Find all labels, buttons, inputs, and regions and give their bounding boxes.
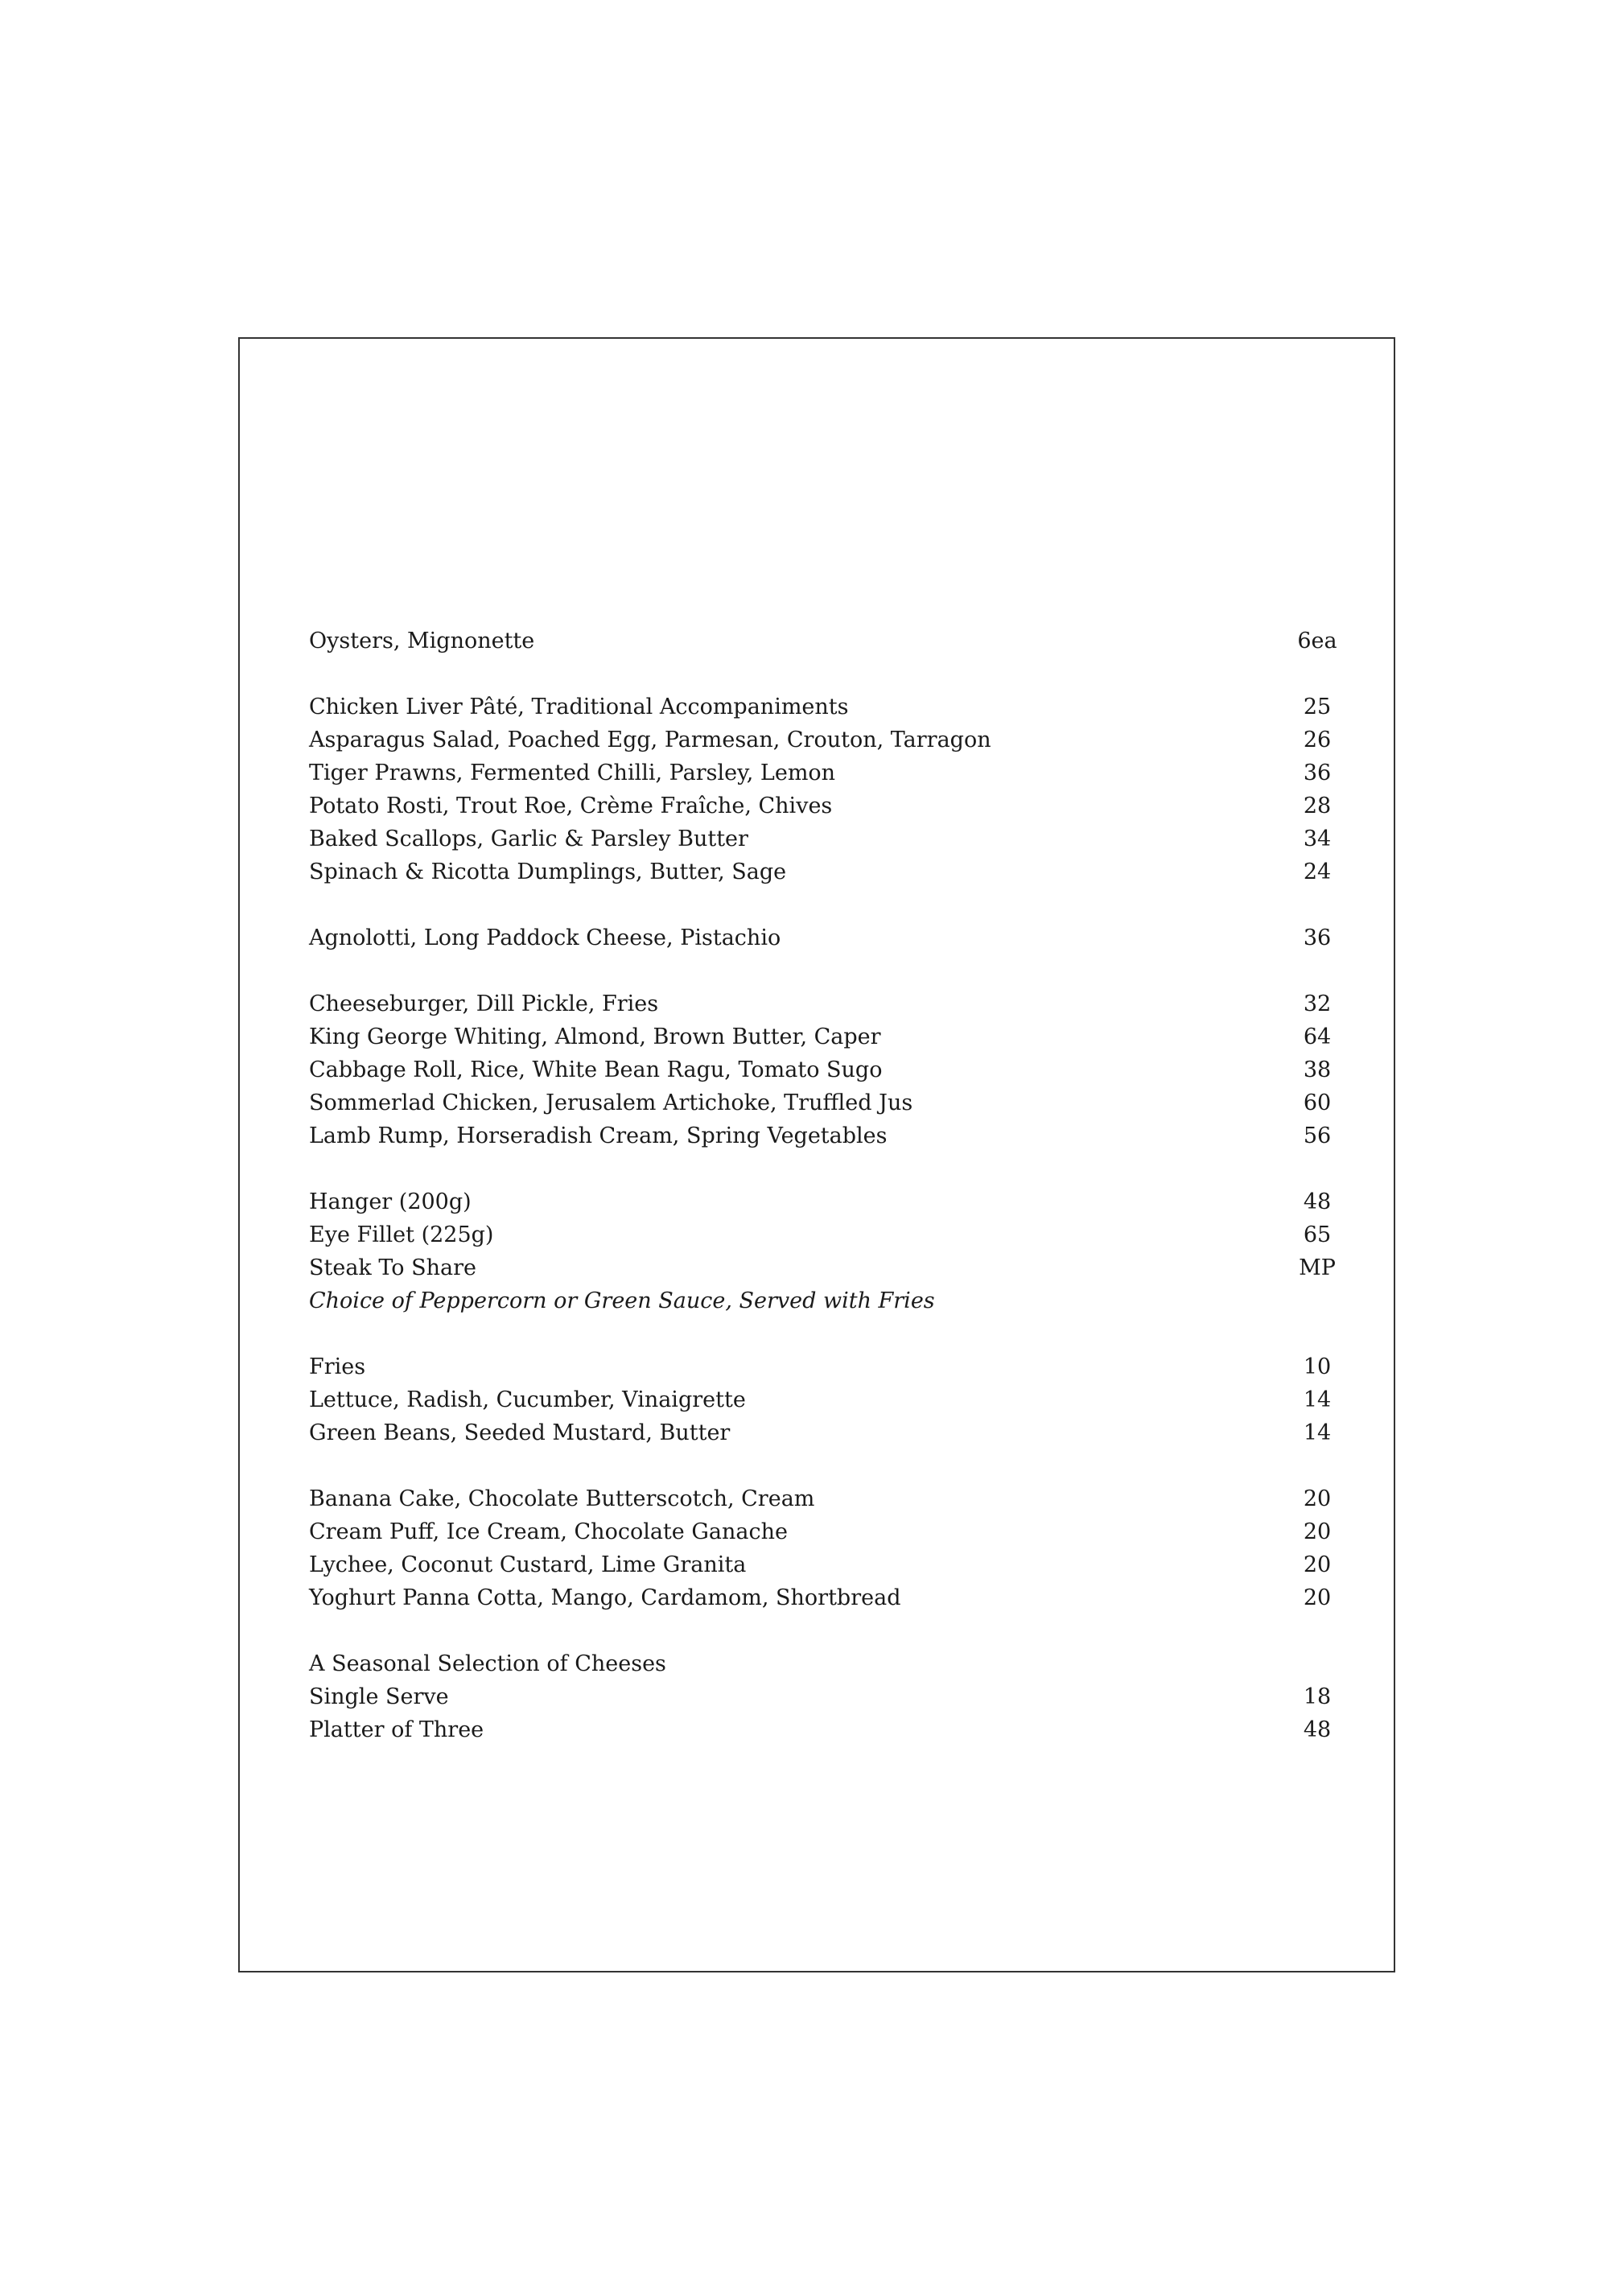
menu-item-name: Cheeseburger, Dill Pickle, Fries — [309, 991, 659, 1016]
menu-item-name: Potato Rosti, Trout Roe, Crème Fraîche, Chives — [309, 794, 833, 818]
menu-item — [309, 855, 1341, 888]
menu-item — [309, 1020, 1341, 1053]
menu-item-price: 14 — [1303, 1420, 1332, 1445]
menu-section-steaks — [309, 1185, 1341, 1317]
menu-item-price: 38 — [1303, 1057, 1332, 1082]
menu-item-price: 48 — [1303, 1717, 1332, 1742]
menu-item — [309, 1383, 1341, 1416]
menu-item — [309, 1482, 1341, 1515]
menu-item-price: 64 — [1303, 1024, 1332, 1049]
menu-item-price: 32 — [1303, 991, 1332, 1016]
menu-section-pasta — [309, 921, 1341, 954]
menu-item-price: 20 — [1303, 1519, 1332, 1544]
menu-item-name: Cream Puff, Ice Cream, Chocolate Ganache — [309, 1519, 788, 1544]
menu-section-mains — [309, 987, 1341, 1152]
menu-item-name: Lychee, Coconut Custard, Lime Granita — [309, 1552, 747, 1577]
menu-item-price: 24 — [1303, 859, 1332, 884]
menu-item — [309, 1350, 1341, 1383]
menu-item-price: 65 — [1303, 1222, 1332, 1247]
menu-item — [309, 756, 1341, 789]
menu-item-name: Yoghurt Panna Cotta, Mango, Cardamom, Shortbread — [309, 1585, 901, 1610]
menu-item-price: 36 — [1303, 761, 1332, 785]
menu-item — [309, 1086, 1341, 1119]
menu-section-oysters — [309, 624, 1341, 657]
menu-item-name: Chicken Liver Pâté, Traditional Accompaniments — [309, 695, 849, 719]
menu-section-sides — [309, 1350, 1341, 1449]
menu-item-name: Platter of Three — [309, 1717, 484, 1742]
menu-item-name: Tiger Prawns, Fermented Chilli, Parsley, Lemon — [309, 761, 836, 785]
menu-item-price: 6ea — [1297, 629, 1337, 653]
menu-item-name: Eye Fillet (225g) — [309, 1222, 494, 1247]
menu-item — [309, 690, 1341, 723]
menu-item-name: Lamb Rump, Horseradish Cream, Spring Vegetables — [309, 1123, 888, 1148]
menu-section-cheeses — [309, 1647, 1341, 1746]
menu-item-name: Banana Cake, Chocolate Butterscotch, Cream — [309, 1486, 815, 1511]
menu-item-price: 25 — [1303, 695, 1332, 719]
menu-section-entrees — [309, 690, 1341, 888]
menu-item-price: 48 — [1303, 1189, 1332, 1214]
menu-item-price: 34 — [1303, 826, 1332, 851]
menu-item-name: A Seasonal Selection of Cheeses — [309, 1651, 666, 1676]
menu-item-name: Asparagus Salad, Poached Egg, Parmesan, Crouton, Tarragon — [309, 728, 991, 752]
menu-item — [309, 1185, 1341, 1218]
menu-item-price: 56 — [1303, 1123, 1332, 1148]
menu-item — [309, 1680, 1341, 1713]
menu-section-desserts — [309, 1482, 1341, 1614]
menu-item-name: Spinach & Ricotta Dumplings, Butter, Sage — [309, 859, 787, 884]
menu-item — [309, 789, 1341, 822]
menu-item — [309, 1713, 1341, 1746]
menu-item — [309, 1119, 1341, 1152]
menu-item-price: MP — [1299, 1255, 1336, 1280]
menu-item-name: King George Whiting, Almond, Brown Butter, Caper — [309, 1024, 881, 1049]
menu-item — [309, 723, 1341, 756]
menu-item — [309, 1548, 1341, 1581]
menu-list — [309, 624, 1341, 1779]
menu-item-price: 36 — [1303, 925, 1332, 950]
menu-item-name: Fries — [309, 1354, 366, 1379]
menu-item-name: Agnolotti, Long Paddock Cheese, Pistachio — [309, 925, 781, 950]
menu-item — [309, 822, 1341, 855]
menu-item-name: Lettuce, Radish, Cucumber, Vinaigrette — [309, 1387, 746, 1412]
menu-item-price: 20 — [1303, 1585, 1332, 1610]
menu-item-price: 20 — [1303, 1552, 1332, 1577]
menu-item-price: 10 — [1303, 1354, 1332, 1379]
menu-item — [309, 1515, 1341, 1548]
menu-note — [309, 1284, 1341, 1317]
menu-item-price: 14 — [1303, 1387, 1332, 1412]
menu-item-name: Single Serve — [309, 1684, 449, 1709]
menu-item — [309, 1581, 1341, 1614]
menu-item — [309, 1053, 1341, 1086]
menu-item — [309, 1416, 1341, 1449]
menu-item — [309, 1251, 1341, 1284]
menu-item-price: 20 — [1303, 1486, 1332, 1511]
menu-item — [309, 624, 1341, 657]
menu-item-name: Sommerlad Chicken, Jerusalem Artichoke, Truffled Jus — [309, 1090, 913, 1115]
menu-item-price: 18 — [1303, 1684, 1332, 1709]
menu-item-price: 60 — [1303, 1090, 1332, 1115]
menu-item — [309, 1218, 1341, 1251]
menu-item-name: Baked Scallops, Garlic & Parsley Butter — [309, 826, 748, 851]
menu-item — [309, 1647, 1341, 1680]
menu-item-name: Steak To Share — [309, 1255, 476, 1280]
menu-item-name: Choice of Peppercorn or Green Sauce, Served with Fries — [309, 1288, 935, 1313]
menu-item — [309, 987, 1341, 1020]
menu-item-name: Oysters, Mignonette — [309, 629, 535, 653]
menu-item-price: 26 — [1303, 728, 1332, 752]
menu-item-name: Green Beans, Seeded Mustard, Butter — [309, 1420, 731, 1445]
menu-item — [309, 921, 1341, 954]
menu-item-price: 28 — [1303, 794, 1332, 818]
menu-item-name: Cabbage Roll, Rice, White Bean Ragu, Tomato Sugo — [309, 1057, 883, 1082]
menu-item-name: Hanger (200g) — [309, 1189, 472, 1214]
